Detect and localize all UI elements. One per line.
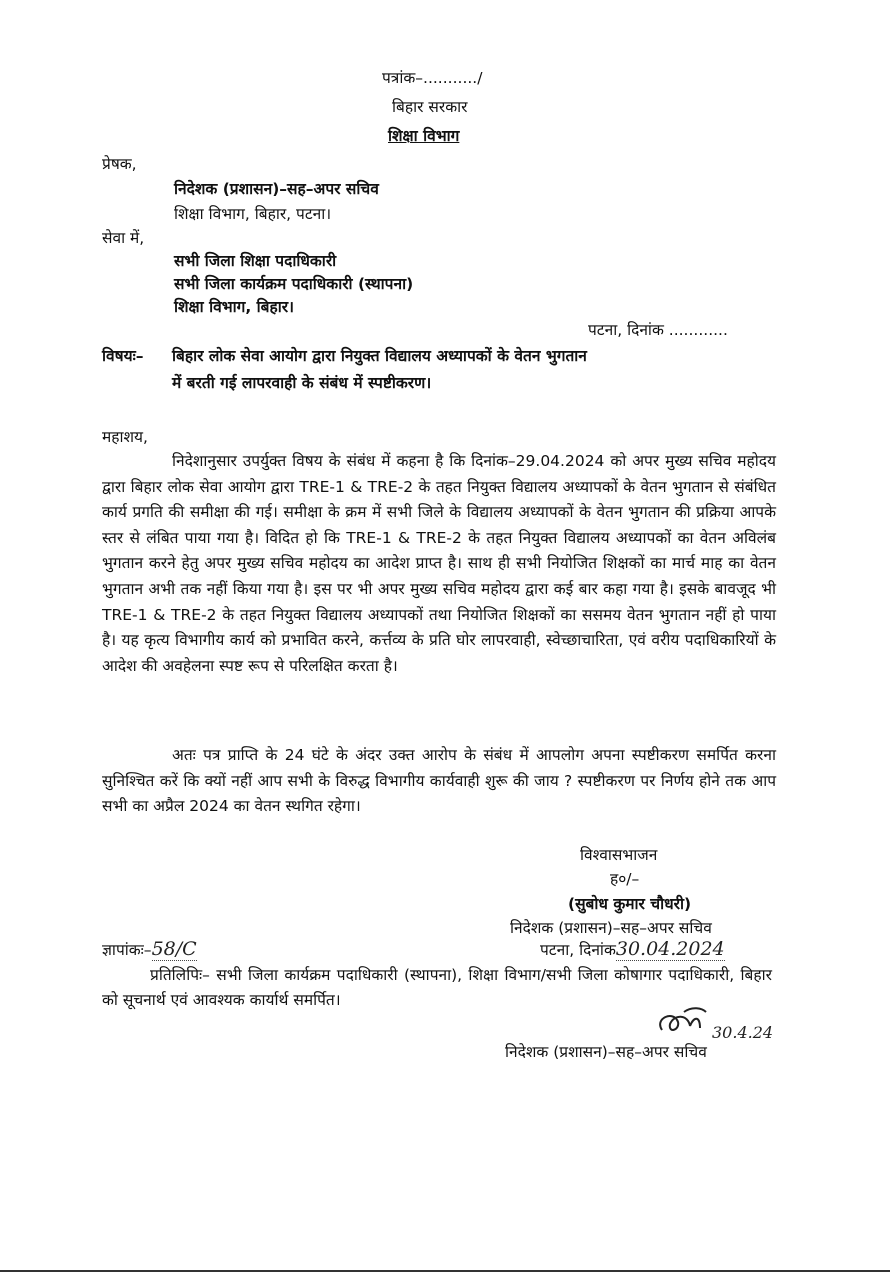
recipient-label: सेवा में, bbox=[102, 229, 145, 247]
signatory-designation: निदेशक (प्रशासन)–सह–अपर सचिव bbox=[510, 919, 712, 937]
scan-bottom-edge bbox=[0, 1270, 890, 1272]
subject-line-1: बिहार लोक सेवा आयोग द्वारा नियुक्त विद्यालय अध्यापकों के वेतन भुगतान bbox=[172, 347, 587, 365]
department-name: शिक्षा विभाग bbox=[388, 127, 460, 145]
copy-to-text: प्रतिलिपिः– सभी जिला कार्यक्रम पदाधिकारी (स्थापना), शिक्षा विभाग/सभी जिला कोषागार पदाधिकारी, बिहार को सूचनार्थ एवं आवश्यक कार्यार्थ समर्पित। bbox=[102, 966, 772, 1009]
memo-date-label: पटना, दिनांक bbox=[540, 941, 616, 959]
sender-label: प्रेषक, bbox=[102, 155, 137, 173]
salutation: महाशय, bbox=[102, 428, 148, 446]
handwritten-initials bbox=[640, 1000, 790, 1045]
reference-number: पत्रांक–.........../ bbox=[382, 69, 483, 87]
copy-designation: निदेशक (प्रशासन)–सह–अपर सचिव bbox=[505, 1043, 707, 1061]
subject-line-2: में बरती गई लापरवाही के संबंध में स्पष्टीकरण। bbox=[172, 374, 432, 392]
subject-label: विषयः– bbox=[102, 347, 144, 365]
signed-mark: ह०/– bbox=[610, 870, 640, 888]
government-name: बिहार सरकार bbox=[392, 98, 468, 116]
sender-office: शिक्षा विभाग, बिहार, पटना। bbox=[174, 205, 332, 223]
sender-designation: निदेशक (प्रशासन)–सह–अपर सचिव bbox=[174, 180, 379, 198]
signatory-name: (सुबोध कुमार चौधरी) bbox=[568, 895, 692, 913]
memo-date bbox=[540, 938, 725, 960]
body-paragraph-2 bbox=[102, 743, 776, 820]
memo-date-value: 30.04.2024 bbox=[615, 938, 725, 960]
body-paragraph-2-text: अतः पत्र प्राप्ति के 24 घंटे के अंदर उक्त आरोप के संबंध में आपलोग अपना स्पष्टीकरण समर्पित करना सुनिश्चित करें कि क्यों नहीं आप सभी के विरुद्ध विभागीय कार्यवाही शुरू की जाय ? स्पष्टीकरण पर निर्णय होने तक आप सभी का अप्रैल 2024 का वेतन स्थगित रहेगा। bbox=[102, 746, 776, 816]
memo-number-label: ज्ञापांकः– bbox=[102, 941, 152, 959]
body-paragraph-1-text: निदेशानुसार उपर्युक्त विषय के संबंध में कहना है कि दिनांक–29.04.2024 को अपर मुख्य सचिव महोदय द्वारा बिहार लोक सेवा आयोग द्वारा TRE-1 & TRE-2 के तहत नियुक्त विद्यालय अध्यापकों के वेतन भुगतान से संबंधित कार्य प्रगति की समीक्षा की गई। समीक्षा के क्रम में सभी जिले के विद्यालय अध्यापकों के वेतन भुगतान की प्रक्रिया आपके स्तर से लंबित पाया गया है। विदित हो कि TRE-1 & TRE-2 के तहत नियुक्त विद्यालय अध्यापकों का वेतन अविलंब भुगतान करने हेतु अपर मुख्य सचिव महोदय का आदेश प्राप्त है। साथ ही सभी नियोजित शिक्षकों का मार्च माह का वेतन भुगतान अभी तक नहीं किया गया है। इस पर भी अपर मुख्य सचिव महोदय द्वारा कई बार कहा गया है। इसके बावजूद भी TRE-1 & TRE-2 के तहत नियुक्त विद्यालय अध्यापकों तथा नियोजित शिक्षकों का ससमय वेतन भुगतान नहीं हो पाया है। यह कृत्य विभागीय कार्य को प्रभावित करने, कर्त्तव्य के प्रति घोर लापरवाही, स्वेच्छाचारिता, एवं वरीय पदाधिकारियों के आदेश की अवहेलना स्पष्ट रूप से परिलक्षित करता है। bbox=[102, 452, 776, 675]
recipient-line-2: सभी जिला कार्यक्रम पदाधिकारी (स्थापना) bbox=[174, 275, 414, 293]
closing: विश्वासभाजन bbox=[580, 846, 658, 864]
handwritten-initial-date: 30.4.24 bbox=[712, 1023, 774, 1042]
memo-number bbox=[102, 938, 197, 960]
body-paragraph-1 bbox=[102, 449, 776, 679]
letter-date: पटना, दिनांक ............ bbox=[588, 321, 728, 339]
memo-number-value: 58/C bbox=[151, 938, 197, 960]
recipient-line-1: सभी जिला शिक्षा पदाधिकारी bbox=[174, 252, 337, 270]
recipient-line-3: शिक्षा विभाग, बिहार। bbox=[174, 298, 294, 316]
